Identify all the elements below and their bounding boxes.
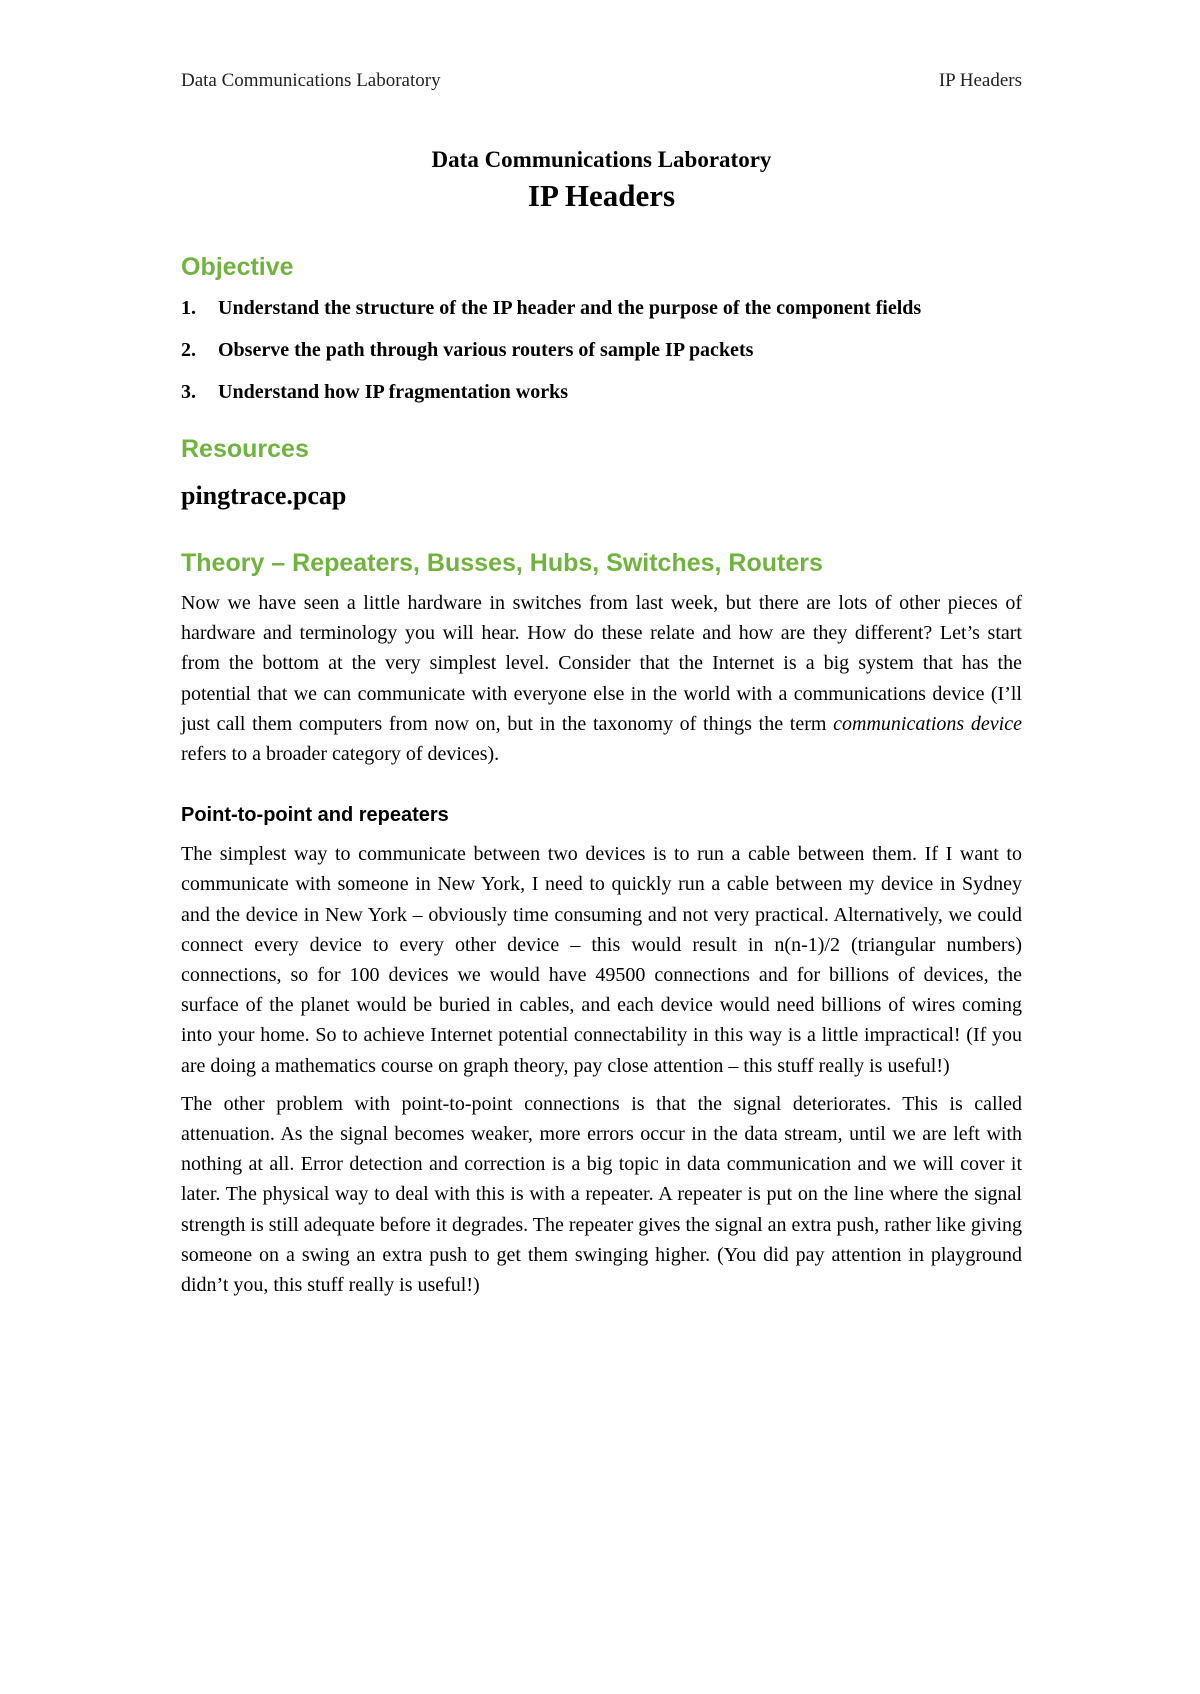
document-body xyxy=(181,145,1022,1300)
theory-paragraph-text: Now we have seen a little hardware in switches from last week, but there are lots of other pieces of hardware and terminology you will hear. How do these relate and how are they different? Let’s start from the bottom at the very simplest level. Consider that the Internet is a big system that has the potential that we can communicate with everyone else in the world with a communications device (I’ll just call them computers from now on, but in the taxonomy of things the term xyxy=(181,592,1022,735)
objective-item-text: Understand the structure of the IP header and the purpose of the component fields xyxy=(218,297,922,319)
objective-list xyxy=(181,293,1022,407)
objective-item-number: 1. xyxy=(181,297,196,319)
point-to-point-heading: Point-to-point and repeaters xyxy=(181,804,449,827)
objective-item-text: Understand how IP fragmentation works xyxy=(218,381,569,403)
objective-item-text: Observe the path through various routers of sample IP packets xyxy=(218,339,754,361)
point-to-point-paragraph-1: The simplest way to communicate between two devices is to run a cable between them. If I want to communicate with someone in New York, I need to quickly run a cable between my device in Sydney and the device in New York – obviously time consuming and not very practical. Alternatively, we could connect every device to every other device – this would result in n(n-1)/2 (triangular numbers) connections, so for 100 devices we would have 49500 connections and for billions of devices, the surface of the planet would be buried in cables, and each device would need billions of wires coming into your home. So to achieve Internet potential connectability in this way is a little impractical! (If you are doing a mathematics course on graph theory, pay close attention – this stuff really is useful!) xyxy=(181,843,1022,1077)
theory-heading: Theory – Repeaters, Busses, Hubs, Switches, Routers xyxy=(181,549,823,577)
theory-paragraph xyxy=(181,588,1022,769)
objective-heading: Objective xyxy=(181,253,294,281)
running-header-left: Data Communications Laboratory xyxy=(181,70,441,91)
objective-item xyxy=(181,293,1022,323)
objective-item xyxy=(181,377,1022,407)
objective-item-number: 3. xyxy=(181,381,196,403)
running-header xyxy=(181,70,1022,92)
running-header-right: IP Headers xyxy=(938,70,1022,91)
objective-item-number: 2. xyxy=(181,339,196,361)
document-supertitle: Data Communications Laboratory xyxy=(431,147,772,172)
objective-item xyxy=(181,335,1022,365)
resource-filename: pingtrace.pcap xyxy=(181,481,347,510)
theory-paragraph-text-end: refers to a broader category of devices). xyxy=(181,743,500,766)
point-to-point-paragraph-2: The other problem with point-to-point connections is that the signal deteriorates. This is called attenuation. As the signal becomes weaker, more errors occur in the data stream, until we are left with nothing at all. Error detection and correction is a big topic in data communication and we will cover it later. The physical way to deal with this is with a repeater. A repeater is put on the line where the signal strength is still adequate before it degrades. The repeater gives the signal an extra push, rather like giving someone on a swing an extra push to get them swinging higher. (You did pay attention in playground didn’t you, this stuff really is useful!) xyxy=(181,1092,1023,1297)
document-title: IP Headers xyxy=(527,178,676,213)
resources-heading: Resources xyxy=(181,435,309,463)
theory-paragraph-emphasis: communications device xyxy=(833,712,1022,735)
